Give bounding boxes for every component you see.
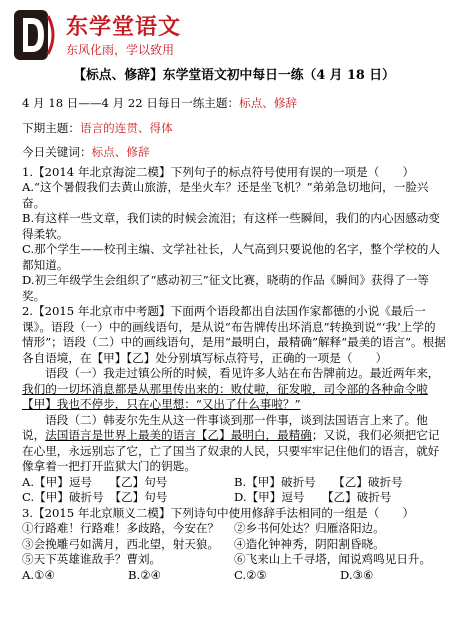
q3-lines-row-2 — [22, 537, 446, 553]
exercise-document — [22, 68, 446, 583]
q1-option-c: C.那个学生——校刊主编、文学社社长，人气高到只要说他的名字，整个学校的人都知道。 — [22, 242, 440, 272]
week-theme-label: 4 月 18 日——4 月 22 日每日一练主题： — [22, 96, 240, 110]
q3-option-a: A.①④ — [22, 567, 55, 582]
question-3 — [22, 506, 446, 584]
q1-option-d: D.初三年级学生会组织了“感动初三”征文比赛，晓萌的作品《瞬间》获得了一等奖。 — [22, 273, 430, 303]
q1-option-b: B.有这样一些文章，我们读的时候会流泪；有这样一些瞬间，我们的内心因感动变得柔软。 — [22, 211, 440, 241]
question-1 — [22, 165, 446, 305]
q3-line-3: ③会挽雕弓如满月，西北望，射天狼。 — [22, 536, 220, 551]
keyword-line — [22, 145, 446, 161]
week-theme-line — [22, 96, 446, 112]
q3-options-row — [22, 568, 446, 584]
q2-option-d: D.【甲】逗号 【乙】破折号 — [234, 490, 392, 504]
week-theme-topic: 标点、修辞 — [239, 96, 298, 110]
q2-stem: 2.【2015 年北京市中考题】下面两个语段都出自法国作家都德的小说《最后一课》。语段（一）中的画线语句，是从说“布告牌传出坏消息”转换到说“‘我’上学的情形”；语段（二）中的画线语句，是用“最明白，最精确”解释“最美的语言”。根据各自语境，在【甲】【乙】处分别填写标点符号，正确的一项是（ ） — [22, 304, 446, 365]
q2-passage-1 — [22, 366, 446, 413]
q3-line-5: ⑤天下英雄谁敌手？曹刘。 — [22, 552, 162, 566]
q2-passage-2-underlined: 法国语言是世界上最美的语言【乙】最明白，最精确 — [45, 428, 312, 442]
q3-lines-row-1 — [22, 521, 446, 537]
q3-line-6: ⑥飞来山上千寻塔，闻说鸡鸣见日升。 — [234, 552, 432, 566]
q3-stem: 3.【2015 年北京顺义二模】下列诗句中使用修辞手法相同的一组是（ ） — [22, 505, 415, 520]
q2-option-a: A.【甲】逗号 【乙】句号 — [22, 474, 168, 489]
question-2 — [22, 304, 446, 506]
q3-option-c: C.②⑤ — [234, 567, 267, 582]
next-theme-topic: 语言的连贯、得体 — [79, 120, 173, 135]
q3-line-2: ②乡书何处达？归雁洛阳边。 — [234, 521, 385, 535]
q3-line-4: ④造化钟神秀，阴阳割昏晓。 — [234, 536, 385, 551]
q1-option-a: A.“这个暑假我们去黄山旅游，是坐火车？还是坐飞机？”弟弟急切地问，一脸兴奋。 — [22, 180, 429, 210]
q2-passage-2-text: 语段（二）韩麦尔先生从这一件事谈到那一件事，谈到法国语言上来了。他说， — [22, 412, 428, 442]
page-title: 【标点、修辞】东学堂语文初中每日一练（4 月 18 日） — [73, 68, 395, 83]
q3-option-b: B.②④ — [128, 567, 161, 582]
q3-option-d: D.③⑥ — [340, 567, 374, 582]
q2-options-row-1 — [22, 475, 446, 491]
brand-name: 东学堂语文 — [66, 15, 182, 40]
next-theme-line — [22, 121, 446, 137]
q2-option-b: B.【甲】破折号 【乙】破折号 — [234, 474, 403, 489]
dongxuetang-logo-icon — [14, 10, 58, 60]
q2-option-c: C.【甲】破折号 【乙】句号 — [22, 490, 168, 504]
q2-passage-1-underlined: 我们的一切坏消息都是从那里传出来的：败仗啦，征发啦，司令部的各种命令啦【甲】我也不停步，只在心里想：“又出了什么事啦？” — [22, 381, 428, 411]
keyword-topic: 标点、修辞 — [91, 145, 150, 159]
q2-passage-2-rest: ；又说，我们必须把它记在心里，永远别忘了它，亡了国当了奴隶的人民，只要牢牢记住他们的语言，就好像拿着一把打开监狱大门的钥匙。 — [22, 428, 440, 473]
q3-lines-row-3 — [22, 552, 446, 568]
brand-slogan: 东风化雨，学以致用 — [66, 43, 175, 57]
q1-stem: 1.【2014 年北京海淀二模】下列句子的标点符号使用有误的一项是（ ） — [22, 164, 415, 179]
q3-line-1: ①行路难！行路难！多歧路，今安在？ — [22, 521, 220, 535]
keyword-label: 今日关键词： — [22, 145, 92, 159]
q2-options-row-2 — [22, 490, 446, 506]
q2-passage-2 — [22, 413, 446, 475]
site-header — [14, 8, 254, 60]
q2-passage-1-text: 语段（一）我走过镇公所的时候，看见许多人站在布告牌前边。最近两年来， — [45, 366, 440, 380]
next-theme-label: 下期主题： — [22, 120, 80, 135]
